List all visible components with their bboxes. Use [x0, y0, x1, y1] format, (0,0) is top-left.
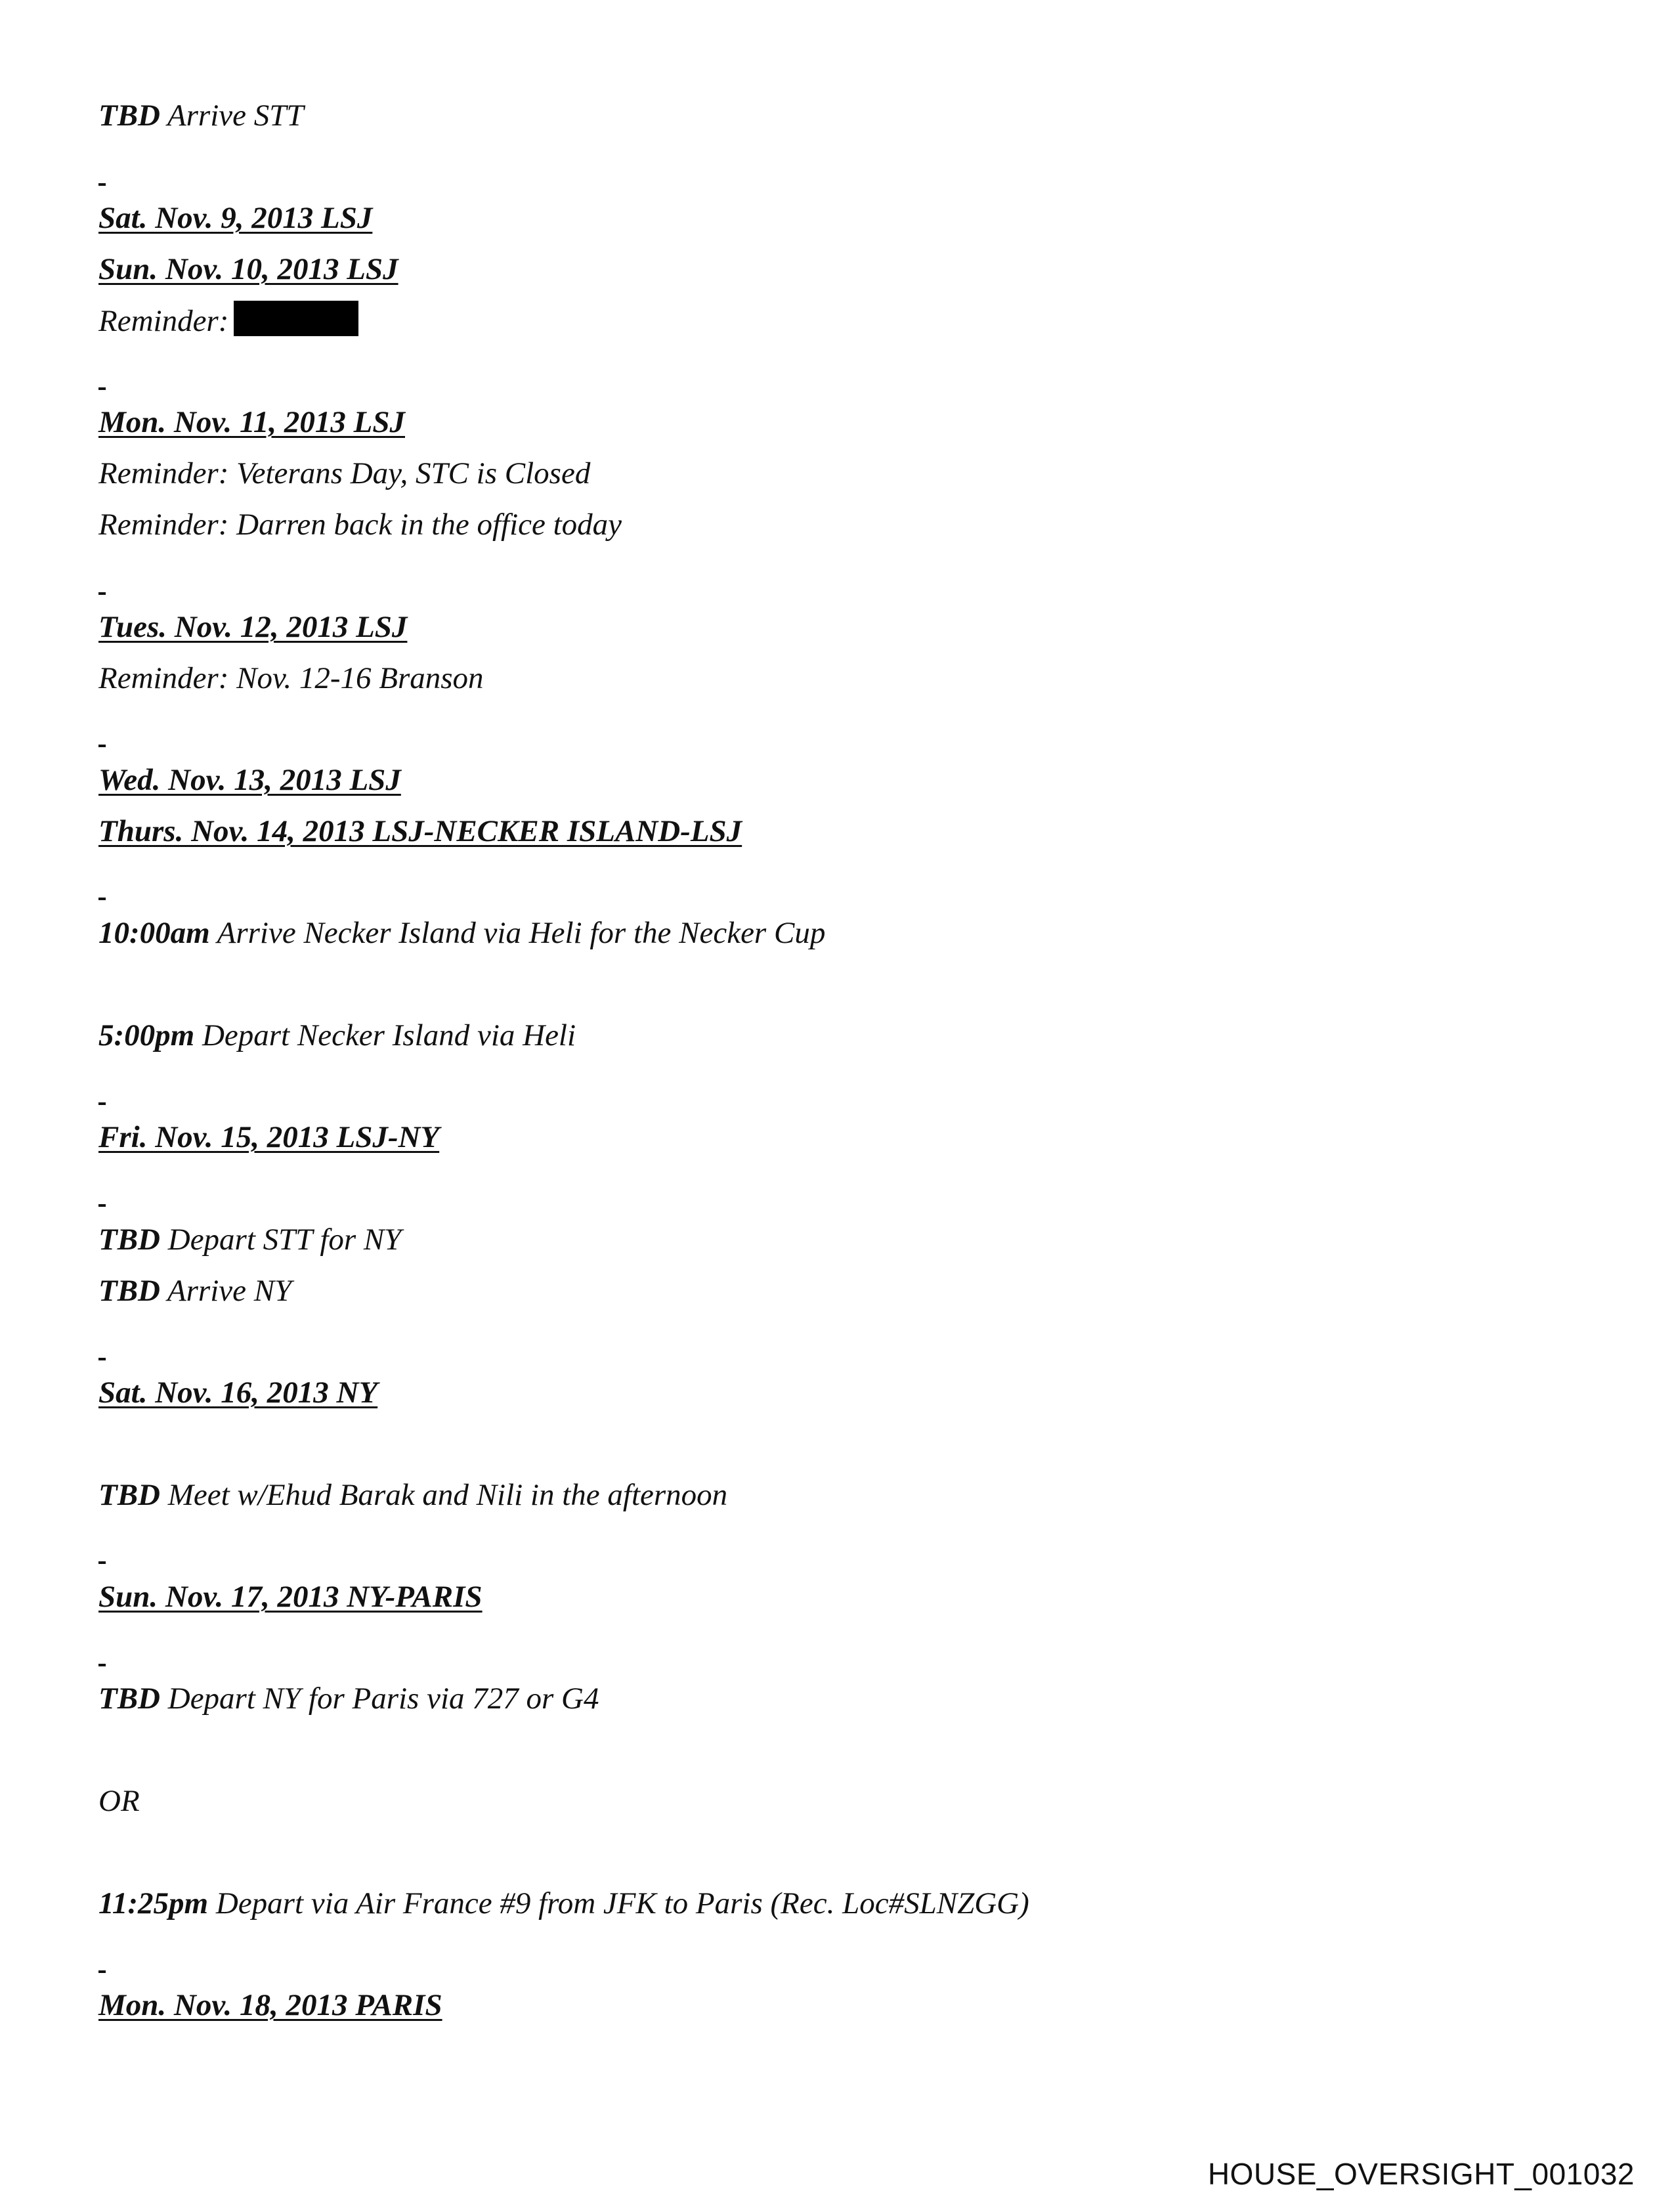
separator-dash — [98, 1102, 106, 1105]
date-heading: Mon. Nov. 11, 2013 LSJ — [98, 405, 405, 439]
itinerary-entry — [98, 96, 304, 135]
entry-text: Arrive STT — [167, 98, 304, 133]
date-heading: Sat. Nov. 9, 2013 LSJ — [98, 201, 373, 235]
entry-time: 10:00am — [98, 916, 210, 950]
entry-time: 11:25pm — [98, 1886, 209, 1920]
entry-text: Arrive Necker Island via Heli for the Necker Cup — [217, 916, 826, 950]
date-heading: Sun. Nov. 10, 2013 LSJ — [98, 252, 398, 286]
reminder-line — [98, 301, 358, 341]
separator-dash — [98, 387, 106, 390]
bates-number: HOUSE_OVERSIGHT_001032 — [1207, 2157, 1635, 2191]
entry-time: 5:00pm — [98, 1018, 195, 1052]
separator-dash — [98, 1664, 106, 1666]
entry-time: TBD — [98, 98, 160, 133]
reminder-label: Reminder: — [98, 304, 229, 338]
reminder-line: Reminder: Nov. 12-16 Branson — [98, 661, 484, 695]
separator-dash — [98, 1204, 106, 1207]
entry-text: Depart via Air France #9 from JFK to Paris (Rec. Loc#SLNZGG) — [215, 1886, 1029, 1920]
entry-time: TBD — [98, 1274, 160, 1308]
entry-time: TBD — [98, 1681, 160, 1716]
entry-time: TBD — [98, 1223, 160, 1257]
entry-text: Arrive NY — [167, 1274, 292, 1308]
itinerary-entry — [98, 1016, 576, 1055]
or-separator: OR — [98, 1784, 140, 1818]
itinerary-entry — [98, 1220, 401, 1259]
separator-dash — [98, 898, 106, 900]
reminder-line: Reminder: Darren back in the office today — [98, 508, 622, 542]
date-heading: Sun. Nov. 17, 2013 NY-PARIS — [98, 1580, 483, 1614]
date-heading: Tues. Nov. 12, 2013 LSJ — [98, 610, 408, 644]
itinerary-entry — [98, 1884, 1029, 1923]
date-heading: Mon. Nov. 18, 2013 PARIS — [98, 1988, 442, 2022]
itinerary-entry — [98, 1271, 291, 1311]
date-heading: Fri. Nov. 15, 2013 LSJ-NY — [98, 1120, 440, 1154]
entry-text: Depart Necker Island via Heli — [202, 1018, 576, 1052]
redaction-box — [234, 301, 358, 336]
separator-dash — [98, 745, 106, 747]
itinerary-entry — [98, 1475, 727, 1515]
entry-text: Meet w/Ehud Barak and Nili in the afternoon — [167, 1478, 728, 1512]
reminder-line: Reminder: Veterans Day, STC is Closed — [98, 456, 591, 490]
entry-time: TBD — [98, 1478, 160, 1512]
date-heading: Thurs. Nov. 14, 2013 LSJ-NECKER ISLAND-LSJ — [98, 814, 742, 848]
date-heading: Wed. Nov. 13, 2013 LSJ — [98, 763, 401, 797]
separator-dash — [98, 1970, 106, 1973]
entry-text: Depart NY for Paris via 727 or G4 — [167, 1681, 599, 1716]
entry-text: Depart STT for NY — [167, 1223, 402, 1257]
itinerary-entry — [98, 1679, 599, 1718]
date-heading: Sat. Nov. 16, 2013 NY — [98, 1376, 378, 1410]
separator-dash — [98, 1358, 106, 1360]
separator-dash — [98, 183, 106, 186]
separator-dash — [98, 1561, 106, 1564]
itinerary-entry — [98, 913, 825, 953]
separator-dash — [98, 592, 106, 595]
